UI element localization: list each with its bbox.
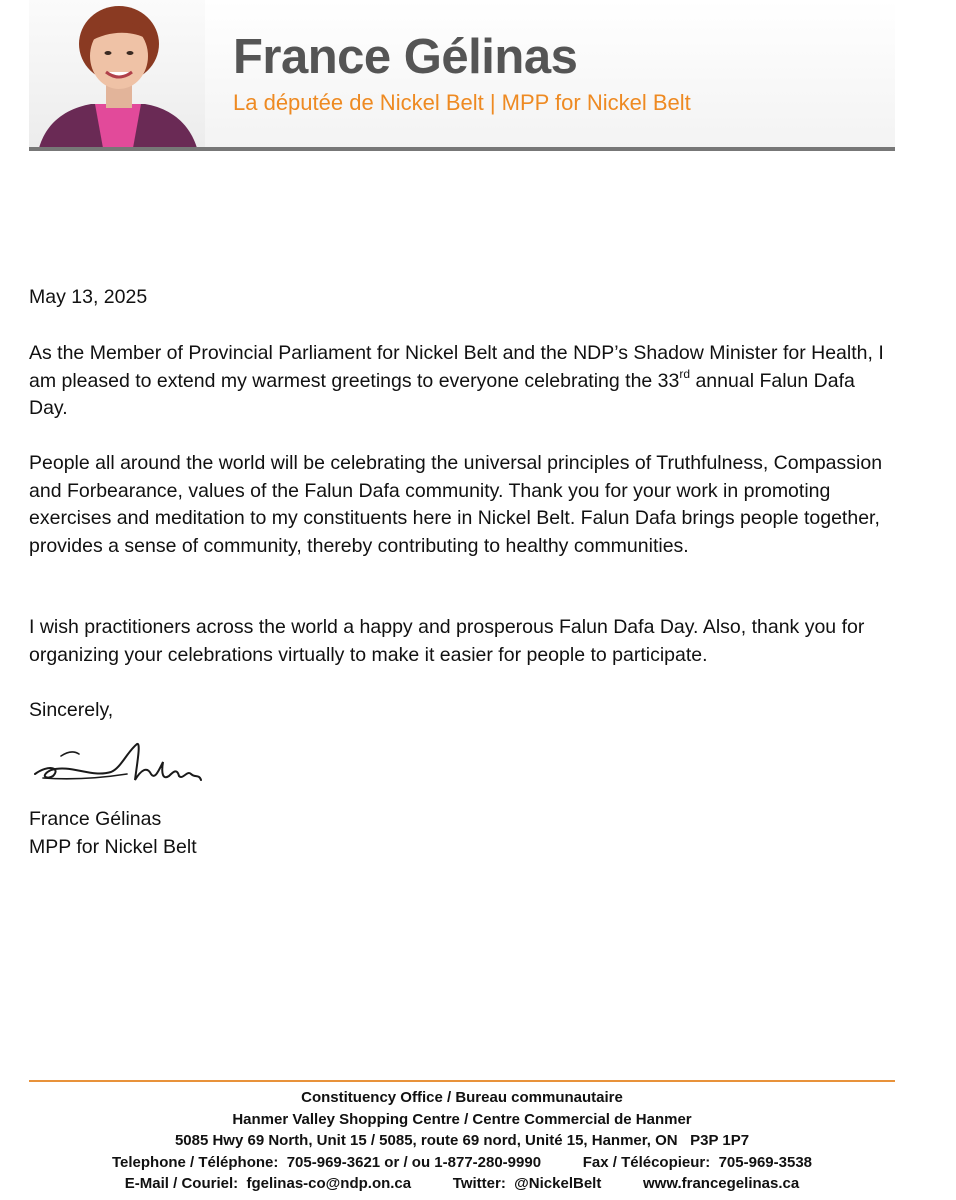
- paragraph-3-text: I wish practitioners across the world a happy and prosperous Falun Dafa Day. Also, thank you for organizing your celebrations virtually to make it easier for people to participate.: [29, 616, 865, 666]
- signer-name: France Gélinas: [29, 808, 162, 830]
- signer-title: MPP for Nickel Belt: [29, 835, 197, 858]
- paragraph-1-tail: annual Falun Dafa Day.: [29, 369, 855, 419]
- letter-paragraph-2: [29, 450, 895, 560]
- paragraph-2-text: People all around the world will be celebrating the universal principles of Truthfulness, Compassion and Forbearance, values of the Falun Dafa community. Thank you for your work in promoting exercises and meditation to my constituents here in Nickel Belt. Falun Dafa brings people together, provides a sense of community, thereby contributing to healthy communities.: [29, 452, 883, 557]
- letterhead-subtitle: La députée de Nickel Belt | MPP for Nickel Belt: [233, 90, 691, 115]
- portrait-photo: [29, 0, 205, 148]
- footer-divider: [29, 1080, 895, 1082]
- paragraph-1-text: As the Member of Provincial Parliament for Nickel Belt and the NDP’s Shadow Minister for Health, I am pleased to extend my warmest greetings to everyone celebrating the 33: [29, 342, 884, 392]
- handwritten-signature: [31, 734, 206, 794]
- ordinal-suffix: rd: [679, 367, 691, 381]
- letter-closing: Sincerely,: [29, 699, 114, 721]
- footer-phone-fax: Telephone / Téléphone: 705-969-3621 or / ou 1-877-280-9990 Fax / Télécopieur: 705-969-3538: [111, 1153, 813, 1171]
- header-divider: [29, 147, 895, 151]
- footer-office: Constituency Office / Bureau communautaire: [301, 1089, 623, 1106]
- signer-block: [29, 806, 895, 861]
- letter-paragraph-3: [29, 614, 895, 669]
- footer-email-web: E-Mail / Couriel: fgelinas-co@ndp.on.ca Twitter: @NickelBelt www.francegelinas.ca: [124, 1175, 800, 1193]
- footer-contact: [29, 1087, 895, 1195]
- letter-paragraph-1: [29, 340, 895, 423]
- letter-date: May 13, 2025: [29, 286, 148, 308]
- footer-address: 5085 Hwy 69 North, Unit 15 / 5085, route 69 nord, Unité 15, Hanmer, ON P3P 1P7: [174, 1132, 750, 1150]
- letterhead-name: France Gélinas: [233, 30, 578, 84]
- footer-location: Hanmer Valley Shopping Centre / Centre Commercial de Hanmer: [232, 1110, 692, 1128]
